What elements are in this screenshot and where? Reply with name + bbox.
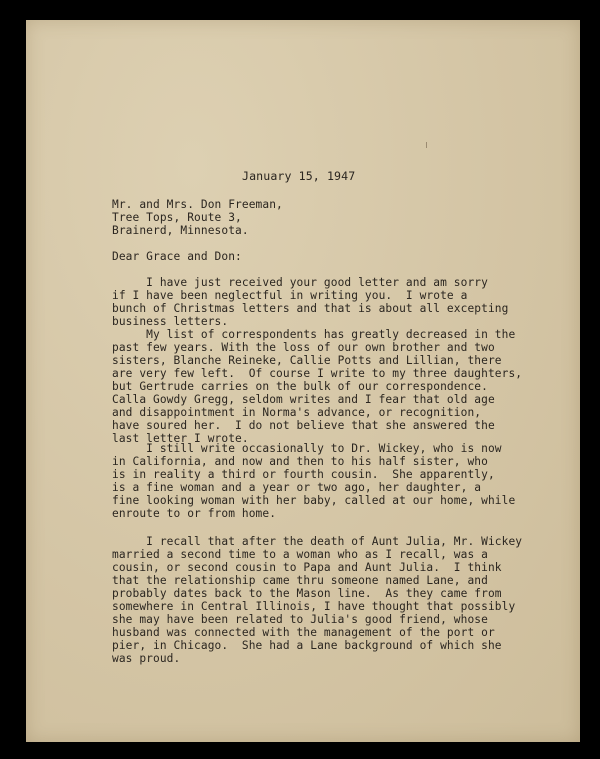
paragraph-line: are very few left. Of course I write to my three daughters, [112, 367, 523, 380]
recipient-name: Mr. and Mrs. Don Freeman, [112, 198, 283, 211]
paragraph-line: pier, in Chicago. She had a Lane background of which she [112, 639, 502, 652]
paragraph-line: somewhere in Central Illinois, I have thought that possibly [112, 600, 516, 613]
letter-body [26, 20, 580, 742]
paragraph-line: and disappointment in Norma's advance, or recognition, [112, 406, 482, 419]
paragraph-line: have soured her. I do not believe that she answered the [112, 419, 495, 432]
paragraph-line: but Gertrude carries on the bulk of our correspondence. [112, 380, 488, 393]
letter-date: January 15, 1947 [242, 169, 356, 183]
paragraph-line: was proud. [112, 652, 181, 665]
paragraph-line: sisters, Blanche Reineke, Callie Potts and Lillian, there [112, 354, 502, 367]
paragraph-line: business letters. [112, 315, 229, 328]
recipient-address-line2: Brainerd, Minnesota. [112, 224, 249, 237]
paragraph-line: married a second time to a woman who as I recall, was a [112, 548, 488, 561]
paragraph-line: in California, and now and then to his half sister, who [112, 455, 488, 468]
paragraph-line: husband was connected with the management of the port or [112, 626, 495, 639]
paragraph-line: last letter I wrote. [112, 432, 249, 445]
paragraph-3 [112, 442, 516, 520]
paragraph-line: I still write occasionally to Dr. Wickey, who is now [112, 442, 502, 455]
paragraph-line: I recall that after the death of Aunt Julia, Mr. Wickey [112, 535, 523, 548]
paragraph-1 [112, 276, 512, 328]
paragraph-line: cousin, or second cousin to Papa and Aunt Julia. I think [112, 561, 502, 574]
paragraph-line: I have just received your good letter and am sorry [112, 276, 488, 289]
paragraph-line: bunch of Christmas letters and that is about all excepting [112, 302, 509, 315]
paper-mark [426, 142, 427, 148]
paragraph-line: fine looking woman with her baby, called at our home, while [112, 494, 516, 507]
paragraph-line: Calla Gowdy Gregg, seldom writes and I fear that old age [112, 393, 495, 406]
paragraph-line: is in reality a third or fourth cousin. She apparently, [112, 468, 495, 481]
paragraph-line: past few years. With the loss of our own brother and two [112, 341, 495, 354]
paragraph-line: she may have been related to Julia's good friend, whose [112, 613, 488, 626]
paragraph-line: My list of correspondents has greatly decreased in the [112, 328, 516, 341]
salutation: Dear Grace and Don: [112, 250, 242, 263]
recipient-address-line1: Tree Tops, Route 3, [112, 211, 242, 224]
paragraph-line: enroute to or from home. [112, 507, 277, 520]
letter-page [26, 20, 580, 742]
paragraph-line: if I have been neglectful in writing you. I wrote a [112, 289, 468, 302]
paragraph-2 [112, 328, 523, 445]
paragraph-4 [112, 535, 523, 665]
paragraph-line: that the relationship came thru someone named Lane, and [112, 574, 488, 587]
paragraph-line: probably dates back to the Mason line. As they came from [112, 587, 502, 600]
paragraph-line: is a fine woman and a year or two ago, her daughter, a [112, 481, 482, 494]
